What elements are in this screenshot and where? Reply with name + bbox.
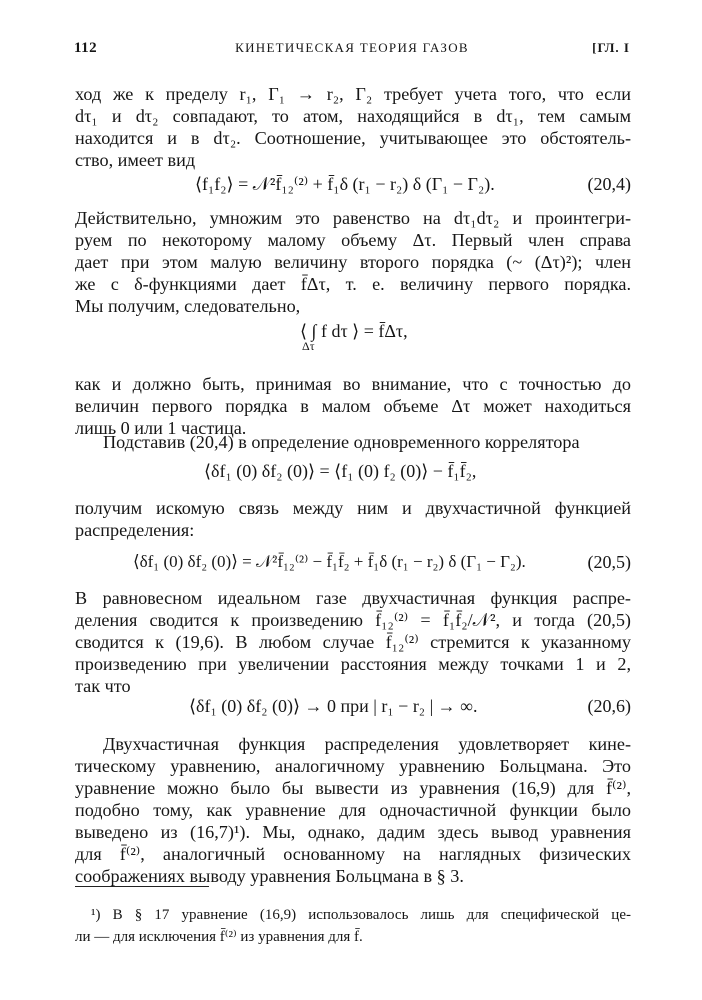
text-line: лишь 0 или 1 частица. <box>75 418 247 438</box>
text-line: как и должно быть, принимая во внимание, что с точностью до <box>75 374 631 394</box>
equation-20-4 <box>75 170 631 198</box>
text-line: же с δ-функциями дает f̄Δτ, т. е. величину первого порядка. <box>75 274 631 294</box>
text-line: деления сводится к произведению f̄₁₂⁽²⁾ = f̄₁f̄₂/𝒩², и тогда (20,5) <box>75 610 631 630</box>
equation-number: (20,5) <box>587 552 631 572</box>
equation-20-5 <box>75 548 631 576</box>
equation-formula: ⟨f₁f₂⟩ = 𝒩²f̄₁₂⁽²⁾ + f̄₁δ (r₁ − r₂) δ (Γ₁ − Γ₂). <box>195 174 495 194</box>
text-line: Мы получим, следовательно, <box>75 296 301 316</box>
text-line: В равновесном идеальном газе двухчастичная функция распре- <box>75 588 631 608</box>
equation-formula: ⟨δf₁ (0) δf₂ (0)⟩ → 0 при | r₁ − r₂ | → ∞. <box>189 696 478 716</box>
text-line: тическому уравнению, аналогичному уравнению Больцмана. Это <box>75 756 631 776</box>
equation-formula: ⟨δf₁ (0) δf₂ (0)⟩ = 𝒩²f̄₁₂⁽²⁾ − f̄₁f̄₂ + f̄₁δ (r₁ − r₂) δ (Γ₁ − Γ₂). <box>133 552 526 571</box>
text-line: получим искомую связь между ним и двухчастичной функцией <box>75 498 631 518</box>
text-line: находится и в dτ₂. Соотношение, учитывающее это обстоятель- <box>75 128 631 148</box>
text-line: для f̄⁽²⁾, аналогичный основанному на наглядных физических <box>75 844 631 864</box>
text-line: Подставив (20,4) в определение одновременного коррелятора <box>103 432 580 452</box>
equation-formula: ⟨ ∫ f dτ ⟩ = f̄Δτ, <box>300 321 408 341</box>
equation-formula: ⟨δf₁ (0) δf₂ (0)⟩ = ⟨f₁ (0) f₂ (0)⟩ − f̄₁f̄₂, <box>204 461 477 481</box>
text-line: произведению при увеличении расстояния между точками 1 и 2, <box>75 654 631 674</box>
footnote-rule <box>75 886 209 887</box>
equation-number: (20,6) <box>587 696 631 716</box>
footnote-line: ли — для исключения f̄⁽²⁾ из уравнения для f̄. <box>75 929 363 945</box>
text-line: распределения: <box>75 520 195 540</box>
page-number: 112 <box>74 40 98 56</box>
text-line: ход же к пределу r₁, Γ₁ → r₂, Γ₂ требует учета того, что если <box>75 84 631 104</box>
text-line: dτ₁ и dτ₂ совпадают, то атом, находящийся в dτ₁, тем самым <box>75 106 631 126</box>
text-line: дает при этом малую величину второго порядка (~ (Δτ)²); член <box>75 252 631 272</box>
text-line: ство, имеет вид <box>75 150 196 170</box>
text-line: величин первого порядка в малом объеме Δτ может находиться <box>75 396 631 416</box>
equation-integral <box>75 317 631 361</box>
footnote-line: ¹) В § 17 уравнение (16,9) использовалось лишь для специфической це- <box>91 907 631 923</box>
equation-correlator <box>75 457 631 485</box>
equation-20-6 <box>75 692 631 720</box>
text-line: подобно тому, как уравнение для одночастичной функции было <box>75 800 631 820</box>
text-line: уравнение можно было бы вывести из уравнения (16,9) для f̄⁽²⁾, <box>75 778 631 798</box>
text-line: сводится к (19,6). В любом случае f̄₁₂⁽²⁾ стремится к указанному <box>75 632 631 652</box>
equation-number: (20,4) <box>587 174 631 194</box>
integral-subscript: Δτ <box>302 339 315 353</box>
text-line: так что <box>75 676 131 696</box>
text-line: руем по некоторому малому объему Δτ. Первый член справа <box>75 230 631 250</box>
text-line: выведено из (16,7)¹). Мы, однако, дадим здесь вывод уравнения <box>75 822 631 842</box>
text-line: Действительно, умножим это равенство на dτ₁dτ₂ и проинтегри- <box>75 208 631 228</box>
text-line: Двухчастичная функция распределения удовлетворяет кине- <box>103 734 631 754</box>
text-line: соображениях выводу уравнения Больцмана в § 3. <box>75 866 464 886</box>
page-header <box>74 40 630 64</box>
running-title: КИНЕТИЧЕСКАЯ ТЕОРИЯ ГАЗОВ <box>235 40 469 55</box>
chapter-label: [ГЛ. I <box>592 40 630 55</box>
